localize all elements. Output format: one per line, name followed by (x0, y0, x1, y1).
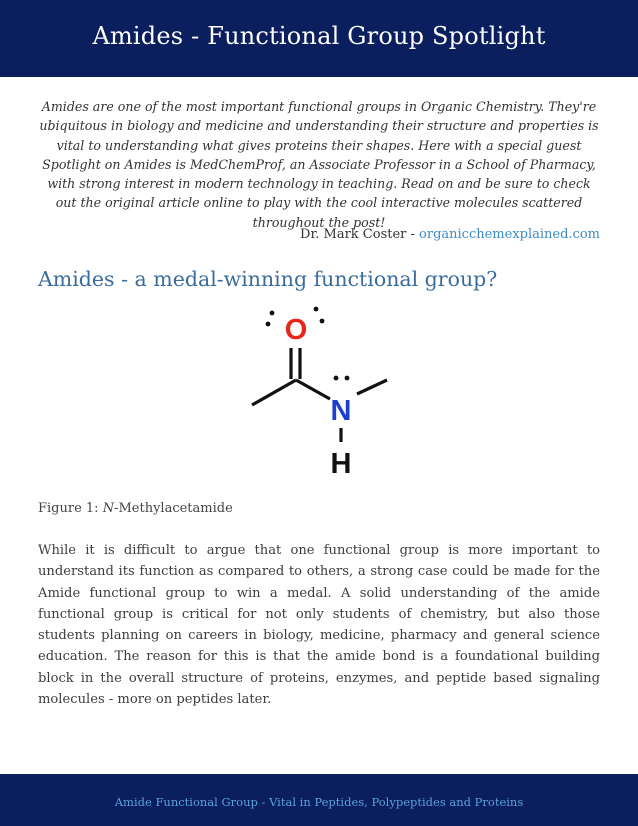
intro-block (38, 97, 600, 232)
oxygen-lone-pair-dot (270, 311, 275, 316)
caption-suffix: -Methylacetamide (114, 501, 233, 516)
footer-banner (0, 774, 638, 826)
page-title: Amides - Functional Group Spotlight (92, 22, 546, 50)
oxygen-lone-pair-dot (314, 307, 319, 312)
n-methylacetamide-structure (246, 302, 396, 477)
attribution (300, 227, 600, 242)
methyl-carbon-bond (252, 380, 296, 405)
body-paragraph-block (38, 540, 600, 710)
author-name: Dr. Mark Coster - (300, 227, 420, 242)
figure-caption (38, 501, 233, 516)
caption-italic: N (102, 501, 115, 516)
section-heading: Amides - a medal-winning functional group? (38, 267, 498, 291)
website-link[interactable]: organicchemexplained.com (419, 227, 600, 242)
nitrogen-lone-pair-dot (334, 376, 339, 381)
nitrogen-atom-label: N (330, 395, 352, 427)
oxygen-lone-pair-dot (266, 322, 271, 327)
body-paragraph: While it is difficult to argue that one functional group is more important to understand its function as compared to others, a strong case could be made for the Amide functional group to win a medal. A solid understanding of the amide functional group is critical for not only students of chemistry, but also those students planning on careers in biology, medicine, pharmacy and general science education. The reason for this is that the amide bond is a foundational building block in the overall structure of proteins, enzymes, and peptide based signaling molecules - more on peptides later. (38, 543, 600, 708)
hydrogen-atom-label: H (330, 448, 352, 477)
n-methyl-bond (357, 380, 387, 394)
footer-text: Amide Functional Group - Vital in Peptides, Polypeptides and Proteins (114, 795, 524, 809)
oxygen-lone-pair-dot (320, 319, 325, 324)
caption-prefix: Figure 1: (38, 501, 103, 516)
oxygen-atom-label: O (284, 314, 308, 346)
header-banner (0, 0, 638, 77)
intro-text: Amides are one of the most important functional groups in Organic Chemistry. They're ubiquitous in biology and medicine and understanding their structure and properties is vital to understanding what gives proteins their shapes. Here with a special guest Spotlight on Amides is MedChemProf, an Associate Professor in a School of Pharmacy, with strong interest in modern technology in teaching. Read on and be sure to check out the original article online to play with the cool interactive molecules scattered throughout the post! (39, 99, 599, 230)
amide-c-n-bond (296, 380, 330, 399)
nitrogen-lone-pair-dot (345, 376, 350, 381)
